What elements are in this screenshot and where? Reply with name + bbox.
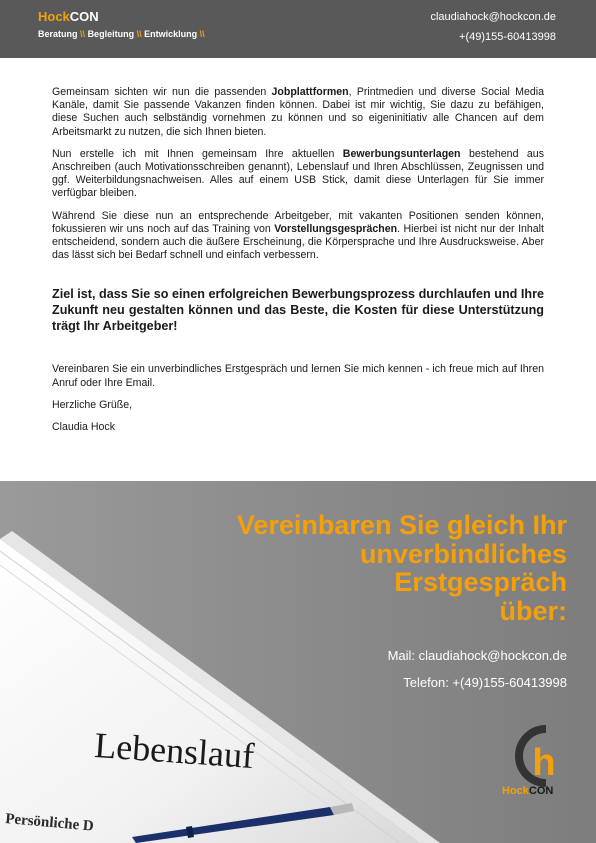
banner-mail-link[interactable]: Mail: claudiahock@hockcon.de <box>387 648 567 663</box>
logo-con: CON <box>528 785 554 797</box>
tagline-separator: \\ <box>80 29 86 39</box>
brand-con: CON <box>69 9 99 24</box>
paragraph-vorstellungsgespraeche <box>52 210 544 263</box>
tagline-separator: \\ <box>136 29 142 39</box>
logo-wordmark <box>502 785 553 798</box>
logo-hock: Hock <box>502 785 529 797</box>
header-bar <box>0 0 596 58</box>
paragraph-call-to-action: Vereinbaren Sie ein unverbindliches Erstgespräch und lernen Sie mich kennen - ich freue mich auf Ihren Anruf oder Ihre Email. <box>52 363 544 389</box>
cta-line: Vereinbaren Sie gleich Ihr <box>236 510 567 540</box>
cta-line: über: <box>499 595 567 626</box>
text: Während Sie diese nun an entsprechende Arbeitgeber, mit vakanten Positionen senden können, fokussieren wir uns noch auf das Training von <box>52 209 544 235</box>
paragraph-bewerbungsunterlagen <box>52 148 544 201</box>
greeting: Herzliche Grüße, <box>52 398 133 411</box>
text: Nun erstelle ich mit Ihnen gemeinsam Ihre aktuellen <box>52 147 343 160</box>
cta-line: Erstgespräch <box>394 567 567 597</box>
text: . Hierbei ist nicht nur der Inhalt entscheidend, sondern auch die äußere Erscheinung, die Körpersprache und Ihre Ausdrucksweise. Aber das lässt sich bei Bedarf schnell und einfach verbessern. <box>52 222 544 262</box>
document-subtitle: Persönliche D <box>4 811 95 835</box>
hockcon-logo-icon <box>506 721 572 793</box>
cta-heading <box>147 511 567 625</box>
footer-banner <box>0 481 596 843</box>
logo-letter: h <box>532 742 556 784</box>
header-phone: +(49)155-60413998 <box>459 31 556 43</box>
brand-hock: Hock <box>38 9 70 24</box>
signature: Claudia Hock <box>52 421 116 434</box>
header-email-link[interactable]: claudiahock@hockcon.de <box>430 11 556 23</box>
text: , Printmedien und diverse Social Media Kanäle, damit Sie passende Vakanzen finden können. Dabei ist mir wichtig, Sie dazu zu befähigen, diese Suchen auch selbständig vornehmen zu können und so eigeninitiativ alle Chancen auf dem Arbeitsmarkt zu nutzen, die sich Ihnen bieten. <box>52 86 544 138</box>
bold-keyword: Vorstellungsgesprächen <box>274 222 398 235</box>
cta-line: unverbindliches <box>359 538 567 569</box>
tagline <box>38 29 205 40</box>
tagline-item: Beratung <box>38 29 78 39</box>
bold-keyword: Jobplattformen <box>271 86 349 98</box>
document-title-lebenslauf: Lebenslauf <box>93 724 256 777</box>
paragraph-jobplattformen <box>52 86 544 139</box>
bold-keyword: Bewerbungsunterlagen <box>342 147 461 160</box>
tagline-item: Entwicklung <box>144 29 198 39</box>
text: Gemeinsam sichten wir nun die passenden <box>52 86 272 98</box>
text: bestehend aus Anschreiben (auch Motivationsschreiben genannt), Lebenslauf und Ihren Abschlüssen, Zeugnissen und ggf. Weiterbildungsnachweisen. Alles auf einem USB Stick, damit diese Unterlagen für Sie immer verfügbar bleiben. <box>52 147 544 200</box>
main-content <box>52 86 544 443</box>
banner-phone: Telefon: +(49)155-60413998 <box>403 675 567 690</box>
tagline-separator: \\ <box>199 29 205 39</box>
highlight-statement: Ziel ist, dass Sie so einen erfolgreichen Bewerbungsprozess durchlaufen und Ihre Zukunft neu gestalten können und das Beste, die Kosten für diese Unterstützung trägt Ihr Arbeitgeber! <box>52 287 544 334</box>
tagline-item: Begleitung <box>87 29 135 39</box>
brand-logo-text <box>38 9 99 24</box>
